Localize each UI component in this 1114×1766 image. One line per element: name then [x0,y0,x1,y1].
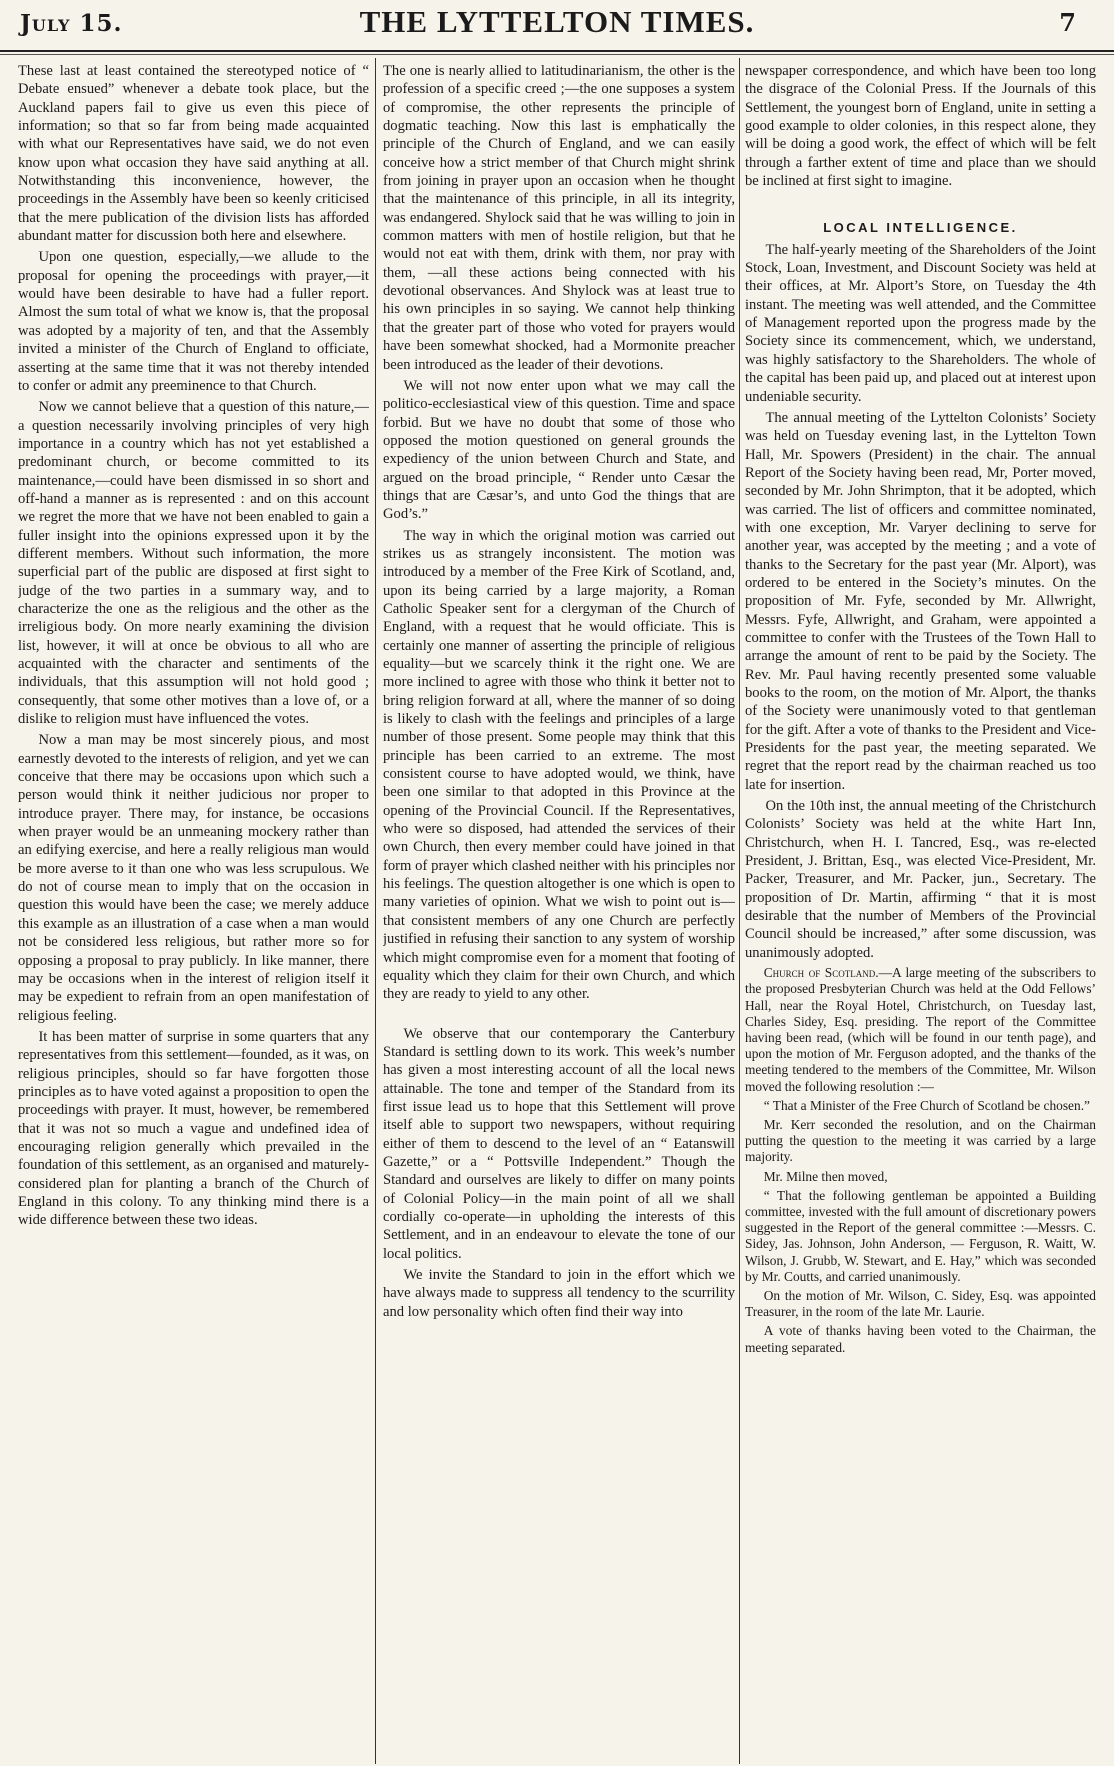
local-paragraph: Mr. Milne then moved, [763,1168,888,1184]
article-paragraph: The one is nearly allied to latitudinarianism, the other is the profession of a specific creed ;—the one supposes a system of compromise, the other represents the principle of dogmatic teaching. Now this last is emphatically the principle of the Church of England, and we can easily conceive how a strict member of that Church might shrink from joining in prayer upon an occasion when he thought that the maintenance of this principle, in all its integrity, was endangered. Shylock said that he was willing to join in common matters with men of hostile religion, but that he would not eat with them, drink with them, nor pray with them, —all these actions being connected with his devotional observances. And Shylock was at least true to his own principles in so saying. We cannot help thinking that the greater part of those who voted for prayers would have been somewhat shocked, had a Mormonite preacher been introduced as the leader of their devotions. [383,63,735,373]
article-break [383,1007,735,1025]
section-heading: LOCAL INTELLIGENCE. [823,220,1018,236]
local-paragraph: The annual meeting of the Lyttelton Colonists’ Society was held on Tuesday evening last, in the Lyttelton Town Hall, Mr. Spowers (President) in the chair. The annual Report of the Society having been read, Mr, Porter moved, seconded by Mr. John Shrimpton, that it be adopted, which was carried. The list of officers and committee nominated, with one exception, Mr. Varyer declining to serve for another year, was accepted by the meeting ; and a vote of thanks to the Secretary for the past year (Mr. Alport), was ordered to be entered in the Society’s minutes. On the proposition of Mr. Fyfe, seconded by Mr. Allwright, Messrs. Fyfe, Allwright, and Graham, were appointed a committee to confer with the Trustees of the Town Hall to arrange the amount of rent to be paid by the Society. The Rev. Mr. Paul having recently presented some valuable books to the room, on the motion of Mr. Alport, the thanks of the Society were unanimously voted to that gentleman for the gift. After a vote of thanks to the President and Vice-Presidents for the past year, the meeting separated. We regret that the report read by the chairman reached us too late for insertion. [745,409,1096,793]
column-divider [739,58,740,1764]
local-paragraph: On the 10th inst, the annual meeting of the Christchurch Colonists’ Society was held at the white Hart Inn, Christchurch, when H. I. Tancred, Esq., was re-elected President, J. Brittan, Esq., was elected Vice-President, Mr. Packer, Treasurer, and Mr. Packer, jun., Secretary. The proposition of Dr. Martin, affirming “ that it is most desirable that the number of Members of the Provincial Council should be increased,” after some discussion, was unanimously adopted. [745,798,1096,961]
article-paragraph: We observe that our contemporary the Canterbury Standard is settling down to its work. This week’s number has given a most interesting account of all the local news attainable. The tone and temper of the Standard from its first issue lead us to hope that this Settlement will prove itself able to support two newspapers, without requiring either of them to descend to the level of an “ Eatanswill Gazette,” or a “ Pottsville Independent.” Though the Standard and ourselves are likely to differ on many points of Colonial Policy—in the main point of all we shall cordially co-operate—in upholding the interests of this Settlement, and in an endeavour to elevate the tone of our local politics. [383,1025,735,1262]
local-paragraph: “ That the following gentleman be appointed a Building committee, invested with the full amount of discretionary powers suggested in the Report of the general committee :—Messrs. C. Sidey, Jas. Johnson, John Anderson, — Ferguson, R. Waitt, W. Wilson, J. Grubb, W. Stewart, and E. Hay,” which was seconded by Mr. Coutts, and carried unanimously. [745,1187,1096,1284]
column-1 [18,62,369,1762]
article-paragraph: Upon one question, especially,—we allude to the proposal for opening the proceedings with prayer,—it would have been desirable to have had a fuller report. Almost the sum total of what we know is, that the proposal was adopted by a majority of ten, and that the Assembly invited a minister of the Church of England to officiate, asserting at the same time that it was not thereby intended to confer or admit any preeminence to that Church. [18,249,369,394]
local-paragraph: On the motion of Mr. Wilson, C. Sidey, Esq. was appointed Treasurer, in the room of the late Mr. Laurie. [745,1288,1096,1320]
article-paragraph: We will not now enter upon what we may call the politico-ecclesiastical view of this question. Time and space forbid. But we have no doubt that some of those who opposed the motion questioned on general grounds the expediency of the union between Church and State, and argued on the broad principle, “ Render unto Cæsar the things that are Cæsar’s, and unto God the things that are God’s.” [383,377,735,523]
article-paragraph: These last at least contained the stereotyped notice of “ Debate ensued” whenever a debate took place, but the Auckland papers fail to give us even this piece of information; so that so far from being made acquainted with what our Representatives have said, we do not even know upon what occasion they have said anything at all. Notwithstanding this inconvenience, however, the proceedings in the Assembly have been so keenly criticised that the mere publication of the division lists has afforded abundant matter for discussion both here and elsewhere. [18,63,369,245]
article-break [745,193,1096,209]
masthead [0,0,1114,54]
church-text: —A large meeting of the subscribers to the proposed Presbyterian Church was held at the Odd Fellows’ Hall, near the Royal Hotel, Christchurch, on Tuesday last, Charles Sidey, Esq. presiding. The report of the Committee having been read, (which will be found in our tenth page), and upon the motion of Mr. Ferguson adopted, and the thanks of the meeting tendered to the members of the Committee, Mr. Wilson moved the following resolution :— [745,965,1096,1094]
article-paragraph: The way in which the original motion was carried out strikes us as strangely inconsistent. The motion was introduced by a member of the Free Kirk of Scotland, and, upon its being carried by a large majority, a Roman Catholic Speaker sent for a clergyman of the Church of England, with a request that he would officiate. This is certainly one manner of asserting the principle of religious equality—but we scarcely think it the right one. We are more inclined to agree with those who think it better not to bring religion forward at all, where the manner of so doing is likely to clash with the feelings and principles of a large number of those present. Some people may think that this principle has been carried to an extreme. The most consistent course to have adopted would, we think, have been one similar to that adopted in this Province at the opening of the Provincial Council. If the Representatives, who were so disposed, had attended the services of their own Church, then every member could have joined in that form of prayer which clashed neither with his principles nor his feelings. The question altogether is one which is open to many varieties of opinion. What we wish to point out is—that consistent members of any one Church are perfectly justified in refusing their sanction to any system of worship which might compromise even for a moment that footing of equality which they claim for their own Church, and which they are ready to yield to any other. [383,527,735,1003]
article-paragraph: We invite the Standard to join in the effort which we have always made to suppress all tendency to the scurrility and low personality which often find their way into [383,1267,735,1320]
page-number: 7 [1059,8,1076,37]
article-paragraph: Now a man may be most sincerely pious, and most earnestly devoted to the interests of religion, and yet we can conceive that there may be occasions upon which such a person would think it neither judicious nor proper to introduce prayer. There may, for instance, be occasions when prayer would be an unmeaning mockery rather than an edifying exercise, and here a really religious man would be more averse to it than one who was less scrupulous. We do not of course mean to imply that on the occasion in question this would have been the case; we merely adduce this example as an illustration of a case when a man would not be considered less religious, but rather more so for opposing a proposal to pray publicly. In like manner, there may be occasions when in the interest of religion itself it may be expedient to refrain from an open manifestation of religious feeling. [18,732,369,1024]
article-paragraph: newspaper correspondence, and which have been too long the disgrace of the Colonial Press. If the Journals of this Settlement, the youngest born of England, unite in setting a good example to older colonies, in this respect alone, they will be doing a good work, the effect of which will be felt through a farther extent of time and place than we should be inclined at first sight to imagine. [745,63,1096,190]
column-2 [383,62,735,1762]
issue-date: July 15. [20,10,123,37]
local-paragraph: The half-yearly meeting of the Shareholders of the Joint Stock, Loan, Investment, and Discount Society was held at their offices, at Mr. Alport’s Store, on Tuesday the 4th instant. The meeting was well attended, and the Committee of Management reported upon the progress made by the Society since its commencement, which, we understand, was highly satisfactory to the Shareholders. The whole of the capital has been paid up, and placed out at interest upon undeniable security. [745,241,1096,405]
local-paragraph: “ That a Minister of the Free Church of Scotland be chosen.” [763,1097,1090,1113]
newspaper-title: THE LYTTELTON TIMES. [359,4,755,39]
article-paragraph: Now we cannot believe that a question of this nature,—a question necessarily involving principles of very high importance in a country which has not yet established a predominant church, or become committed to its maintenance,—could have been dismissed in so short and off-hand a manner as is represented : and on this account we regret the more that we have not been enabled to gain a fuller insight into the opinions expressed upon it by the different members. Without such information, the more superficial part of the public are disposed at first sight to judge of the two parties in a summary way, and to characterize the one as the religious and the other as the irreligious body. On more nearly examining the division list, however, it will at once be obvious to all who are acquainted with the character and sentiments of the individuals, that this assumption will not hold good ; consequently, that some other motives than a love of, or a dislike to religion must have influenced the votes. [18,399,369,728]
church-title: Church of Scotland. [763,965,879,981]
local-paragraph: A vote of thanks having been voted to the Chairman, the meeting separated. [745,1323,1096,1355]
masthead-rule-thin [0,54,1114,55]
article-paragraph: It has been matter of surprise in some quarters that any representatives from this settlement—founded, as it was, on religious principles, should so far have forgotten those principles as to have voted against a proposition to open the proceedings with prayer. It must, however, be remembered that it was not so much a vague and undefined idea of encouraging religion generally which prevailed in the foundation of this settlement, as an organised and maturely-considered plan for planting a branch of the Church of England in this colony. To any thinking mind there is a wide difference between these two ideas. [18,1028,369,1229]
masthead-rule [0,50,1114,52]
column-3 [745,62,1096,1762]
local-paragraph: Mr. Kerr seconded the resolution, and on the Chairman putting the question to the meeting it was carried by a large majority. [745,1116,1096,1165]
column-divider [375,58,376,1764]
church-paragraph [745,965,1096,1095]
